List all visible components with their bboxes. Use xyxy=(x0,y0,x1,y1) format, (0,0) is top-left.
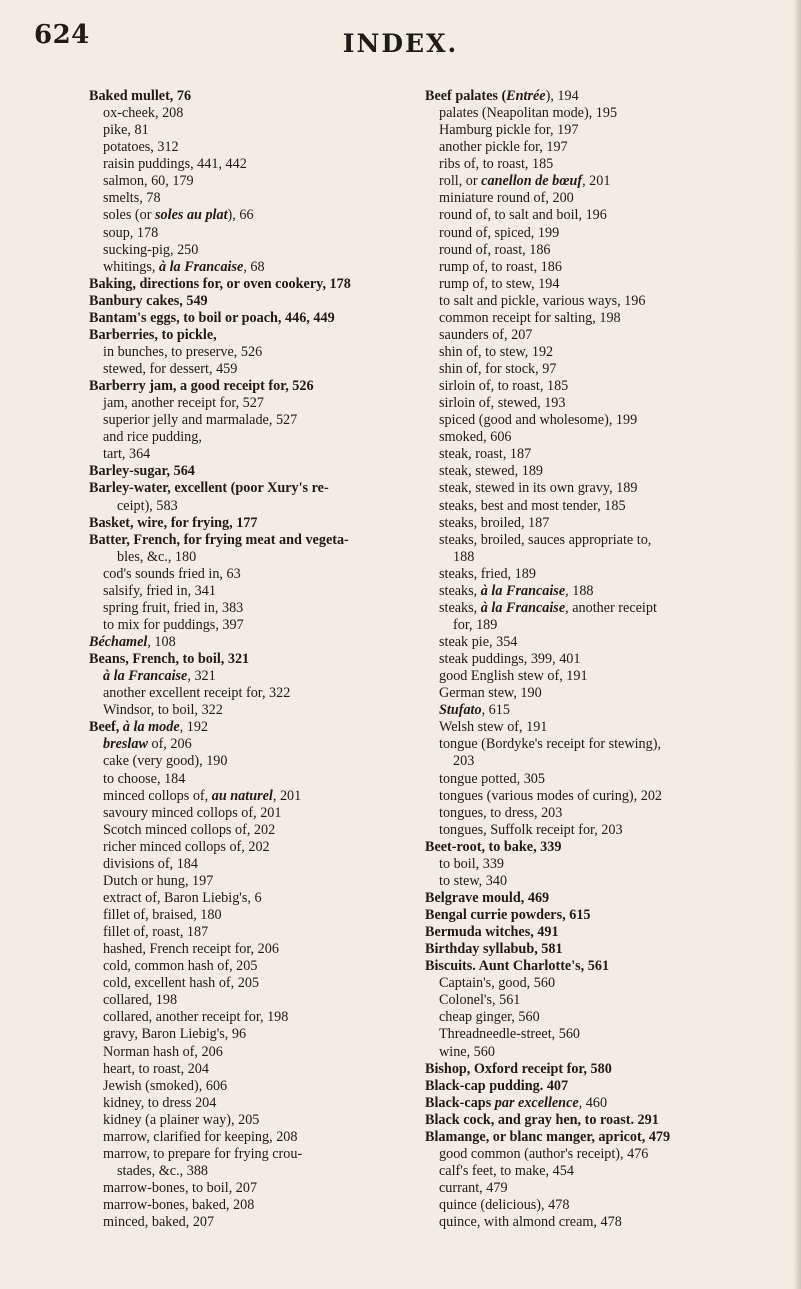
index-entry-text: marrow-bones, baked, 208 xyxy=(103,1197,255,1214)
index-entry xyxy=(89,907,389,924)
index-entry xyxy=(425,1146,725,1163)
index-entry xyxy=(425,1214,725,1231)
page-edge-shadow xyxy=(793,0,801,1289)
index-entry-text: cod's sounds fried in, 63 xyxy=(103,565,241,582)
index-entry xyxy=(89,736,389,753)
index-entry-text: steaks, xyxy=(439,599,481,616)
index-entry-text: roll, or xyxy=(439,173,482,190)
index-entry-text: Scotch minced collops of, 202 xyxy=(103,821,276,838)
index-entry-text: Windsor, to boil, 322 xyxy=(103,702,223,719)
index-entry-text: stades, &c., 388 xyxy=(117,1162,209,1179)
index-entry xyxy=(89,361,389,378)
index-entry-text: collared, 198 xyxy=(103,992,178,1009)
index-entry xyxy=(425,924,725,941)
index-entry-text: jam, another receipt for, 527 xyxy=(103,395,264,412)
index-entry-text: divisions of, 184 xyxy=(103,855,198,872)
index-entry-text: Barberry jam, a good receipt for, 526 xyxy=(89,378,314,395)
index-entry xyxy=(89,753,389,770)
index-entry-text: to choose, 184 xyxy=(103,770,186,787)
index-entry xyxy=(89,822,389,839)
index-entry-text: sirloin of, to roast, 185 xyxy=(439,378,569,395)
index-entry-text: shin of, to stew, 192 xyxy=(439,343,554,360)
index-entry-text: salmon, 60, 179 xyxy=(103,173,194,190)
index-entry-italic: Entrée xyxy=(506,88,546,104)
index-entry-text: steaks, xyxy=(439,582,481,599)
index-entry-text: wine, 560 xyxy=(439,1043,495,1060)
index-entry xyxy=(425,532,725,549)
index-entry xyxy=(425,702,725,719)
index-entry xyxy=(425,583,725,600)
index-entry-text: Beef, xyxy=(89,719,123,736)
index-entry-text: richer minced collops of, 202 xyxy=(103,838,270,855)
index-column-left xyxy=(89,88,389,1231)
index-entry-text: ox-cheek, 208 xyxy=(103,105,184,122)
index-entry xyxy=(89,839,389,856)
index-entry-italic: au naturel xyxy=(211,787,273,804)
index-entry xyxy=(89,685,389,702)
index-entry xyxy=(89,378,389,395)
index-entry-text: Blamange, or blanc manger, apricot, 479 xyxy=(425,1128,671,1145)
index-entry xyxy=(89,532,389,549)
index-entry-text: to salt and pickle, various ways, 196 xyxy=(439,292,646,309)
index-entry-text: spiced (good and wholesome), 199 xyxy=(439,412,638,429)
index-entry-suffix: , 460 xyxy=(578,1094,608,1111)
index-entry xyxy=(425,310,725,327)
index-entry-text: Barley-water, excellent (poor Xury's re- xyxy=(89,480,329,497)
index-entry-text: Colonel's, 561 xyxy=(439,992,521,1009)
index-entry xyxy=(89,1078,389,1095)
index-entry-text: kidney (a plainer way), 205 xyxy=(103,1111,260,1128)
index-entry xyxy=(89,412,389,429)
index-entry-text: common receipt for salting, 198 xyxy=(439,309,621,326)
index-entry-text: Black cock, and gray hen, to roast. 291 xyxy=(425,1111,659,1128)
index-entry xyxy=(425,941,725,958)
index-entry-text: hashed, French receipt for, 206 xyxy=(103,941,279,958)
index-entry xyxy=(89,1112,389,1129)
index-entry-italic: par excellence xyxy=(494,1094,579,1111)
index-entry xyxy=(89,788,389,805)
index-entry-italic: à la Francaise xyxy=(103,668,188,685)
index-entry-text: miniature round of, 200 xyxy=(439,190,574,207)
index-entry-suffix: , 321 xyxy=(187,668,216,685)
index-entry-text: German stew, 190 xyxy=(439,685,542,702)
index-entry xyxy=(89,1009,389,1026)
index-entry-suffix: of, 206 xyxy=(147,736,192,753)
index-entry xyxy=(89,1146,389,1163)
index-entry xyxy=(89,480,389,497)
index-entry xyxy=(425,156,725,173)
index-entry-text: Hamburg pickle for, 197 xyxy=(439,122,579,139)
index-entry-text: gravy, Baron Liebig's, 96 xyxy=(103,1026,247,1043)
index-entry-italic: à la Francaise xyxy=(480,582,566,599)
index-entry-text: cold, common hash of, 205 xyxy=(103,958,258,975)
index-entry xyxy=(425,378,725,395)
index-entry-text: currant, 479 xyxy=(439,1180,508,1196)
index-entry xyxy=(425,856,725,873)
index-entry xyxy=(425,293,725,310)
index-entry xyxy=(425,1112,725,1129)
index-entry xyxy=(89,1214,389,1231)
index-entry xyxy=(89,651,389,668)
index-entry xyxy=(425,190,725,207)
index-entry-text: saunders of, 207 xyxy=(439,326,533,343)
index-entry xyxy=(425,736,725,753)
index-entry-text: spring fruit, fried in, 383 xyxy=(103,599,244,616)
index-entry-text: Baked mullet, 76 xyxy=(89,88,192,104)
index-entry xyxy=(425,515,725,532)
index-entry-text: for, 189 xyxy=(453,616,498,633)
index-entry xyxy=(89,668,389,685)
index-entry-text: Barley-sugar, 564 xyxy=(89,463,195,480)
index-entry-text: potatoes, 312 xyxy=(103,139,179,156)
index-entry xyxy=(425,395,725,412)
index-entry-text: whitings, xyxy=(103,258,159,275)
index-entry-text: minced collops of, xyxy=(103,787,212,804)
index-entry xyxy=(425,668,725,685)
index-entry xyxy=(89,259,389,276)
index-entry-text: steak, roast, 187 xyxy=(439,446,532,463)
index-entry-text: Banbury cakes, 549 xyxy=(89,292,208,309)
index-entry-suffix: , 615 xyxy=(481,702,510,719)
index-entry xyxy=(425,1197,725,1214)
index-entry xyxy=(425,617,725,634)
index-entry-text: Threadneedle-street, 560 xyxy=(439,1026,581,1043)
index-entry xyxy=(89,805,389,822)
index-entry-text: steak pie, 354 xyxy=(439,634,518,650)
index-entry-text: fillet of, roast, 187 xyxy=(103,924,209,941)
index-entry xyxy=(89,890,389,907)
index-entry-suffix: , 201 xyxy=(582,173,611,190)
index-entry xyxy=(89,515,389,532)
index-entry-text: another excellent receipt for, 322 xyxy=(103,685,291,702)
index-entry xyxy=(89,498,389,515)
index-entry-text: tongues, Suffolk receipt for, 203 xyxy=(439,821,623,838)
index-entry-suffix: , 201 xyxy=(272,787,302,804)
index-entry xyxy=(425,907,725,924)
page-number: 624 xyxy=(34,20,90,50)
index-entry-text: Dutch or hung, 197 xyxy=(103,872,214,889)
index-entry xyxy=(425,344,725,361)
index-entry xyxy=(425,1044,725,1061)
index-entry-text: rump of, to stew, 194 xyxy=(439,275,560,292)
index-entry xyxy=(425,361,725,378)
index-entry xyxy=(425,1078,725,1095)
index-entry-text: 203 xyxy=(453,753,475,770)
index-entry-text: good English stew of, 191 xyxy=(439,668,588,685)
index-entry xyxy=(89,924,389,941)
index-entry xyxy=(425,498,725,515)
index-entry xyxy=(425,446,725,463)
index-entry xyxy=(89,617,389,634)
index-entry xyxy=(89,173,389,190)
index-entry xyxy=(89,122,389,139)
index-entry-text: to mix for puddings, 397 xyxy=(103,616,244,633)
index-entry-text: Black-caps xyxy=(425,1094,495,1111)
index-column-right xyxy=(425,88,725,1231)
index-entry-text: Birthday syllabub, 581 xyxy=(425,941,563,958)
index-entry-text: Norman hash of, 206 xyxy=(103,1043,223,1060)
index-entry-text: Barberries, to pickle, xyxy=(89,326,217,343)
index-entry-text: cold, excellent hash of, 205 xyxy=(103,975,260,992)
index-entry-text: smoked, 606 xyxy=(439,429,512,446)
index-entry xyxy=(425,276,725,293)
index-entry xyxy=(89,583,389,600)
index-entry-text: Bantam's eggs, to boil or poach, 446, 449 xyxy=(89,309,335,326)
index-entry xyxy=(425,225,725,242)
index-entry-text: Welsh stew of, 191 xyxy=(439,719,548,736)
index-entry-text: Bengal currie powders, 615 xyxy=(425,907,591,923)
index-entry-text: rump of, to roast, 186 xyxy=(439,258,562,275)
index-entry xyxy=(89,463,389,480)
index-entry-italic: soles au plat xyxy=(155,207,228,224)
index-entry-text: Beans, French, to boil, 321 xyxy=(89,651,250,668)
index-entry xyxy=(425,412,725,429)
index-entry xyxy=(425,122,725,139)
index-entry-text: superior jelly and marmalade, 527 xyxy=(103,412,298,429)
index-entry xyxy=(425,685,725,702)
index-entry-italic: à la Francaise xyxy=(480,599,566,616)
index-entry xyxy=(89,139,389,156)
index-entry xyxy=(89,566,389,583)
index-entry-text: raisin puddings, 441, 442 xyxy=(103,156,247,173)
index-entry-text: Baking, directions for, or oven cookery, 178 xyxy=(89,275,351,292)
index-entry-text: to stew, 340 xyxy=(439,872,508,889)
index-entry-text: extract of, Baron Liebig's, 6 xyxy=(103,889,262,906)
index-entry xyxy=(89,1197,389,1214)
index-entry xyxy=(425,873,725,890)
index-entry xyxy=(425,651,725,668)
index-entry xyxy=(89,771,389,788)
index-entry xyxy=(89,1129,389,1146)
index-entry xyxy=(89,1095,389,1112)
index-entry-text: pike, 81 xyxy=(103,122,149,139)
index-entry-text: in bunches, to preserve, 526 xyxy=(103,343,263,360)
index-entry xyxy=(89,395,389,412)
index-entry xyxy=(425,1095,725,1112)
index-entry-text: good common (author's receipt), 476 xyxy=(439,1145,649,1162)
index-entry-text: steaks, best and most tender, 185 xyxy=(439,497,626,514)
index-entry xyxy=(425,1061,725,1078)
index-entry xyxy=(425,1163,725,1180)
index-entry xyxy=(89,344,389,361)
index-entry xyxy=(425,958,725,975)
index-entry-suffix: , another receipt xyxy=(565,599,657,616)
index-entry xyxy=(425,463,725,480)
index-entry-text: Belgrave mould, 469 xyxy=(425,889,550,906)
index-entry xyxy=(425,207,725,224)
index-entry-text: soles (or xyxy=(103,207,156,224)
index-entry xyxy=(89,429,389,446)
index-entry-text: round of, to salt and boil, 196 xyxy=(439,207,607,224)
index-entry-text: Biscuits. Aunt Charlotte's, 561 xyxy=(425,958,610,975)
index-entry xyxy=(89,702,389,719)
index-entry xyxy=(89,242,389,259)
index-entry-text: marrow, clarified for keeping, 208 xyxy=(103,1128,298,1145)
index-entry-text: steaks, broiled, 187 xyxy=(439,514,550,531)
index-entry-suffix: , 192 xyxy=(179,719,209,736)
index-entry-text: Bermuda witches, 491 xyxy=(425,924,559,941)
index-entry xyxy=(89,446,389,463)
index-entry xyxy=(89,958,389,975)
index-entry xyxy=(425,259,725,276)
index-entry xyxy=(425,634,725,651)
index-entry xyxy=(89,992,389,1009)
index-entry xyxy=(425,105,725,122)
index-entry-text: quince, with almond cream, 478 xyxy=(439,1214,622,1231)
index-entry-text: 188 xyxy=(453,548,475,565)
index-entry xyxy=(425,1180,725,1197)
index-entry-text: cheap ginger, 560 xyxy=(439,1009,540,1026)
index-entry-text: steaks, fried, 189 xyxy=(439,565,536,582)
index-entry-text: stewed, for dessert, 459 xyxy=(103,361,238,377)
index-entry xyxy=(89,549,389,566)
index-entry-text: ribs of, to roast, 185 xyxy=(439,156,554,173)
index-entry xyxy=(89,276,389,293)
index-entry xyxy=(89,190,389,207)
index-entry-suffix: , 188 xyxy=(565,582,594,599)
index-entry-text: soup, 178 xyxy=(103,224,159,241)
index-entry-text: bles, &c., 180 xyxy=(117,548,197,565)
index-entry-text: another pickle for, 197 xyxy=(439,139,568,156)
index-entry-suffix: ), 194 xyxy=(545,88,579,104)
index-entry-text: and rice pudding, xyxy=(103,429,202,446)
index-entry-text: Basket, wire, for frying, 177 xyxy=(89,514,258,531)
index-entry-suffix: , 108 xyxy=(147,634,176,650)
index-entry-text: collared, another receipt for, 198 xyxy=(103,1009,289,1026)
index-entry xyxy=(425,771,725,788)
index-entry-italic: à la mode xyxy=(122,719,180,736)
index-entry xyxy=(89,1163,389,1180)
index-entry-text: Beet-root, to bake, 339 xyxy=(425,838,562,855)
index-entry xyxy=(425,788,725,805)
index-entry xyxy=(425,1026,725,1043)
index-entry xyxy=(89,873,389,890)
index-entry-text: salsify, fried in, 341 xyxy=(103,582,216,599)
index-entry xyxy=(425,822,725,839)
index-entry-suffix: ), 66 xyxy=(227,207,254,224)
index-entry-text: fillet of, braised, 180 xyxy=(103,907,222,923)
index-entry xyxy=(425,429,725,446)
index-entry xyxy=(89,634,389,651)
index-entry xyxy=(425,805,725,822)
index-entry xyxy=(89,1026,389,1043)
index-entry xyxy=(89,719,389,736)
index-entry xyxy=(89,1044,389,1061)
index-entry-text: tongue (Bordyke's receipt for stewing), xyxy=(439,736,662,753)
index-entry xyxy=(425,327,725,344)
index-entry-text: steaks, broiled, sauces appropriate to, xyxy=(439,531,652,548)
index-entry xyxy=(89,310,389,327)
index-entry-italic: Stufato xyxy=(439,702,482,719)
index-entry xyxy=(89,1180,389,1197)
index-entry-text: to boil, 339 xyxy=(439,855,505,872)
index-entry xyxy=(89,88,389,105)
index-entry-text: tongue potted, 305 xyxy=(439,770,545,787)
index-entry-italic: à la Francaise xyxy=(158,258,244,275)
index-entry xyxy=(425,839,725,856)
index-entry xyxy=(89,600,389,617)
index-entry-italic: breslaw xyxy=(103,736,148,753)
index-entry xyxy=(89,941,389,958)
index-entry xyxy=(425,992,725,1009)
index-entry xyxy=(89,293,389,310)
index-entry-text: Beef palates ( xyxy=(425,88,507,104)
index-entry-text: tongues, to dress, 203 xyxy=(439,804,563,821)
index-entry xyxy=(425,719,725,736)
index-entry xyxy=(425,975,725,992)
index-entry-text: shin of, for stock, 97 xyxy=(439,361,557,377)
index-entry-text: tart, 364 xyxy=(103,446,151,463)
index-entry xyxy=(89,1061,389,1078)
index-entry xyxy=(89,327,389,344)
index-entry-text: heart, to roast, 204 xyxy=(103,1060,209,1077)
index-entry-text: Captain's, good, 560 xyxy=(439,975,556,992)
index-entry xyxy=(89,207,389,224)
index-entry-text: Bishop, Oxford receipt for, 580 xyxy=(425,1060,612,1077)
index-entry-text: Batter, French, for frying meat and vegeta- xyxy=(89,531,349,548)
index-entry xyxy=(89,105,389,122)
index-entry-text: savoury minced collops of, 201 xyxy=(103,804,282,821)
index-entry-text: smelts, 78 xyxy=(103,190,161,207)
index-entry-text: sucking-pig, 250 xyxy=(103,241,199,258)
index-entry xyxy=(425,88,725,105)
index-entry-text: Jewish (smoked), 606 xyxy=(103,1077,228,1094)
index-entry-text: kidney, to dress 204 xyxy=(103,1094,217,1111)
index-entry xyxy=(425,1129,725,1146)
index-entry xyxy=(425,600,725,617)
index-entry xyxy=(425,173,725,190)
index-entry-text: quince (delicious), 478 xyxy=(439,1197,570,1214)
index-entry xyxy=(425,890,725,907)
index-entry-text: ceipt), 583 xyxy=(117,497,178,514)
index-entry-text: tongues (various modes of curing), 202 xyxy=(439,787,663,804)
index-entry xyxy=(89,156,389,173)
index-entry xyxy=(89,225,389,242)
index-entry-text: round of, roast, 186 xyxy=(439,241,551,258)
index-entry-text: steak, stewed in its own gravy, 189 xyxy=(439,480,638,497)
index-entry-text: steak puddings, 399, 401 xyxy=(439,651,581,668)
index-entry-text: minced, baked, 207 xyxy=(103,1214,215,1231)
index-entry-italic: Béchamel xyxy=(89,634,148,650)
index-entry xyxy=(425,549,725,566)
index-entry-text: marrow-bones, to boil, 207 xyxy=(103,1180,258,1196)
index-entry-text: calf's feet, to make, 454 xyxy=(439,1162,574,1179)
index-entry xyxy=(425,242,725,259)
index-entry xyxy=(425,480,725,497)
index-entry xyxy=(425,566,725,583)
index-entry-text: round of, spiced, 199 xyxy=(439,224,560,241)
index-entry-text: cake (very good), 190 xyxy=(103,753,228,770)
index-entry-suffix: , 68 xyxy=(243,258,265,275)
index-entry xyxy=(425,1009,725,1026)
index-entry-text: palates (Neapolitan mode), 195 xyxy=(439,105,618,122)
index-entry-text: Black-cap pudding. 407 xyxy=(425,1077,569,1094)
index-entry-text: steak, stewed, 189 xyxy=(439,463,544,480)
index-entry-italic: canellon de bœuf xyxy=(481,173,583,190)
index-entry xyxy=(425,139,725,156)
index-entry xyxy=(89,856,389,873)
index-entry-text: marrow, to prepare for frying crou- xyxy=(103,1145,303,1162)
index-entry-text: sirloin of, stewed, 193 xyxy=(439,395,566,412)
index-entry xyxy=(89,975,389,992)
index-entry xyxy=(425,753,725,770)
page-title: INDEX. xyxy=(342,29,459,58)
